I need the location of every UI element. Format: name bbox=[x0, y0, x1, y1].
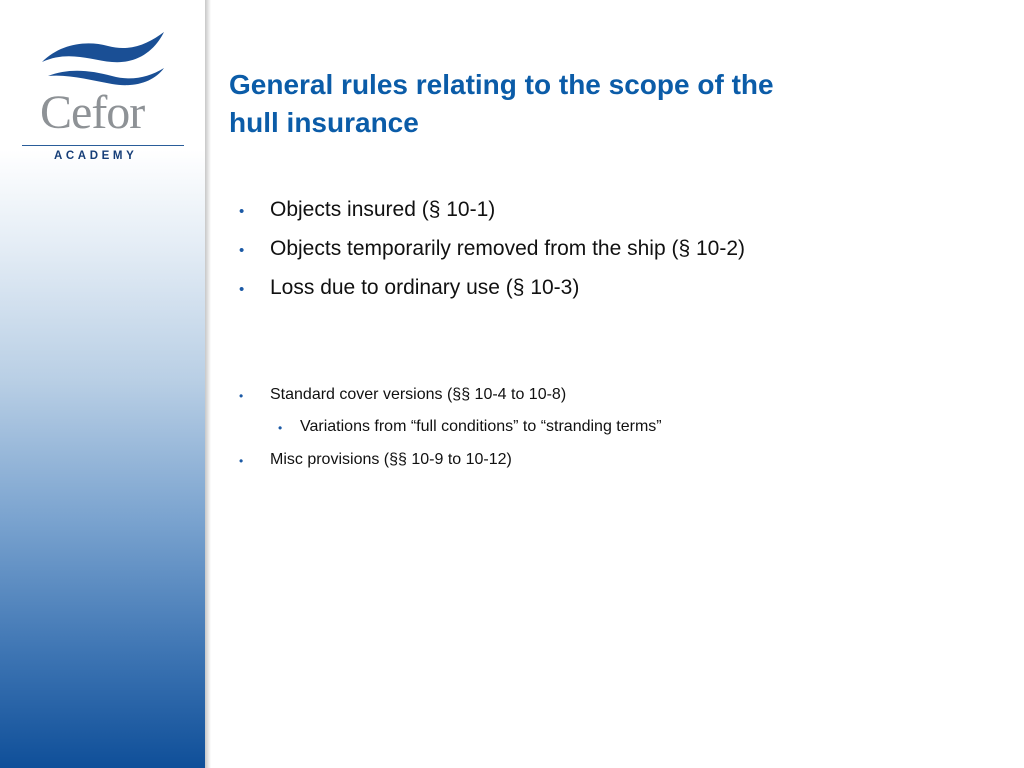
list-item bbox=[239, 276, 580, 300]
logo-subtitle: ACADEMY bbox=[54, 150, 138, 162]
list-item bbox=[239, 385, 567, 405]
slide-title bbox=[229, 66, 929, 142]
list-item bbox=[239, 198, 496, 222]
wave-logo-icon bbox=[38, 28, 168, 88]
list-item-text: Variations from “full conditions” to “stranding terms” bbox=[300, 418, 662, 435]
list-item bbox=[278, 417, 662, 437]
list-item bbox=[239, 237, 746, 261]
bullet-icon: • bbox=[239, 389, 244, 403]
list-item-text: Misc provisions (§§ 10-9 to 10-12) bbox=[270, 451, 512, 468]
list-item-text: Loss due to ordinary use (§ 10-3) bbox=[270, 276, 580, 299]
bullet-icon: • bbox=[278, 421, 283, 435]
list-item-text: Objects insured (§ 10-1) bbox=[270, 198, 496, 221]
sidebar-shadow bbox=[205, 0, 211, 768]
list-item-text: Objects temporarily removed from the ship (§ 10-2) bbox=[270, 237, 746, 260]
list-item-text: Standard cover versions (§§ 10-4 to 10-8) bbox=[270, 386, 567, 403]
bullet-icon: • bbox=[239, 454, 244, 468]
slide-title-line-1: General rules relating to the scope of the bbox=[229, 69, 774, 100]
logo-wordmark: Cefor bbox=[40, 86, 145, 139]
logo-divider bbox=[22, 145, 184, 146]
list-item bbox=[239, 450, 512, 470]
slide-title-line-2: hull insurance bbox=[229, 107, 419, 138]
bullet-icon: • bbox=[239, 242, 245, 259]
bullet-icon: • bbox=[239, 281, 245, 298]
bullet-icon: • bbox=[239, 203, 245, 220]
